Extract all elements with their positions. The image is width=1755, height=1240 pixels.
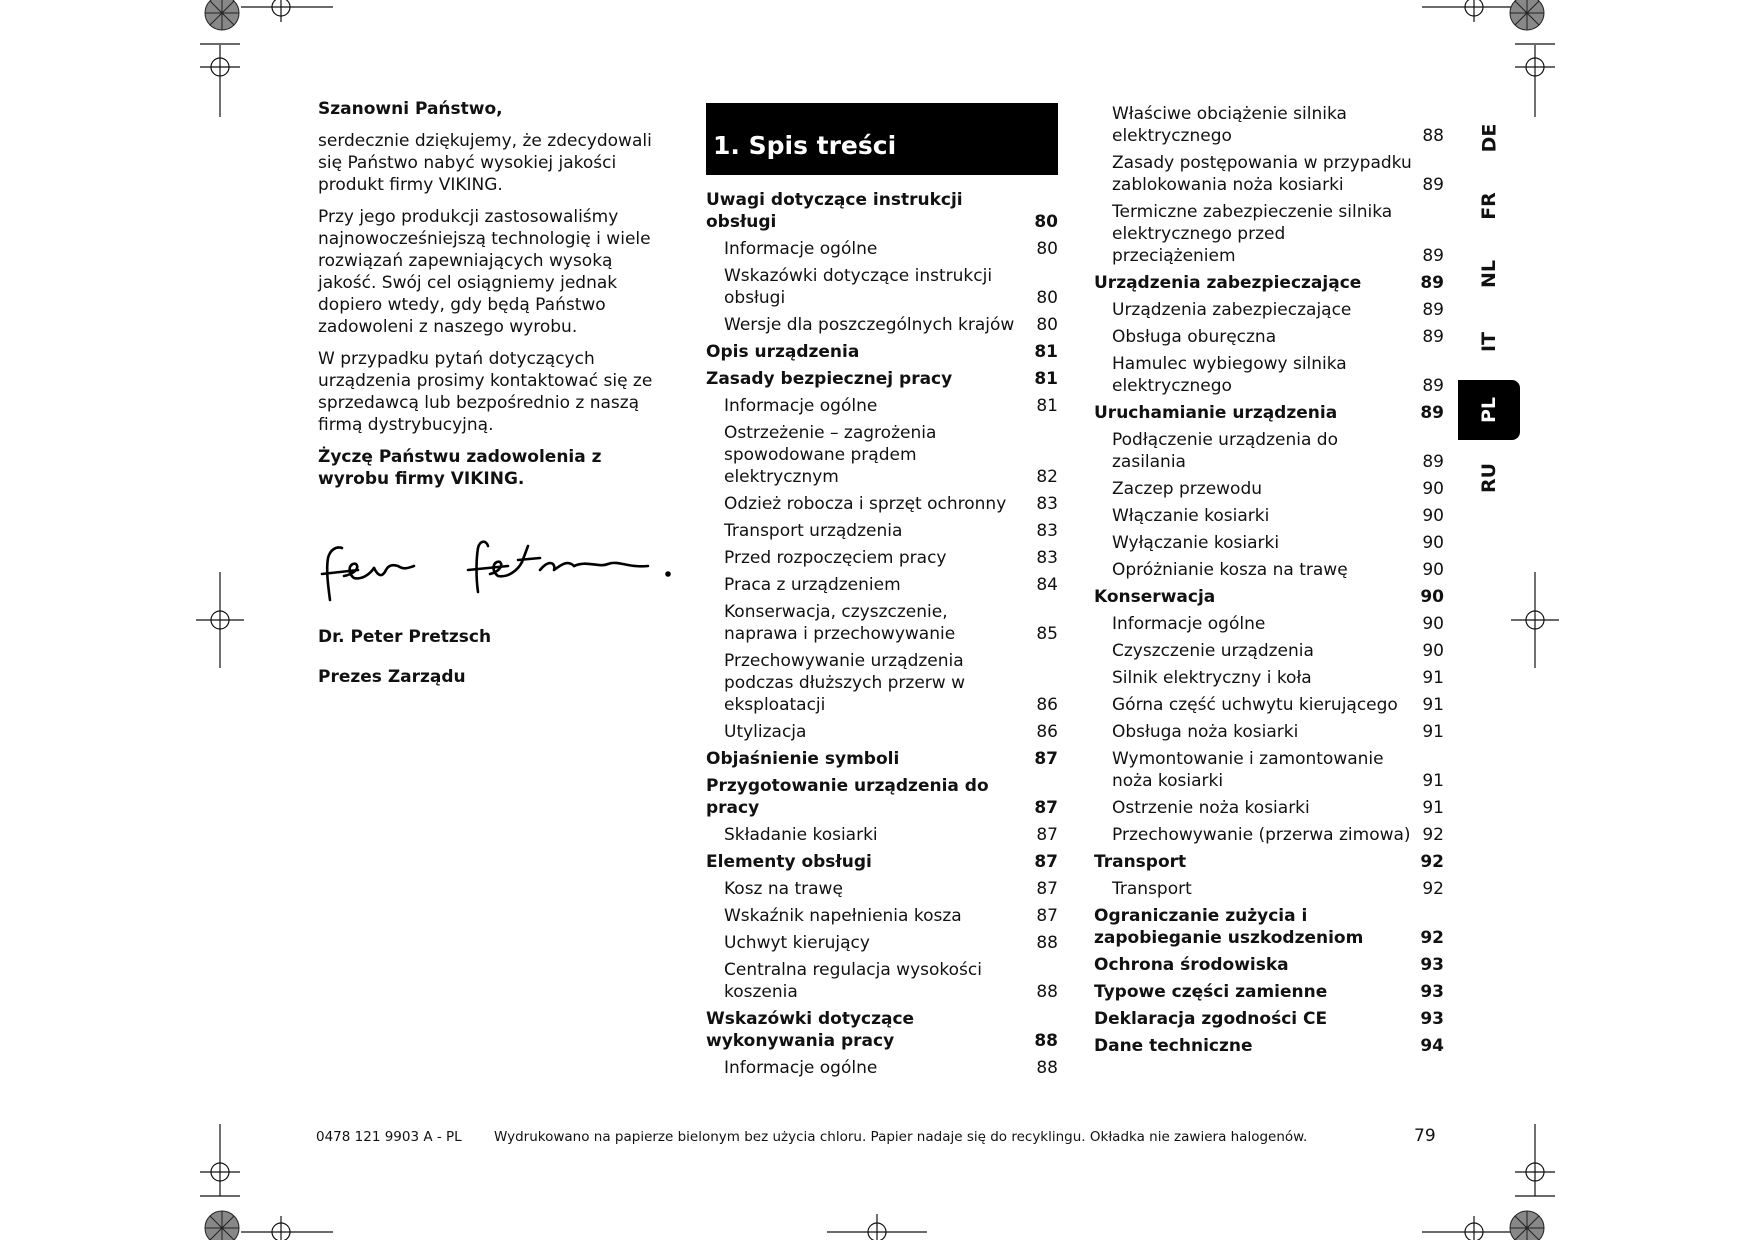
toc-entry — [1094, 667, 1444, 689]
toc-entry-page: 88 — [1422, 126, 1444, 146]
toc-entry-title: Przygotowanie urządzenia do pracy — [706, 776, 989, 818]
toc-entry-page: 90 — [1420, 587, 1444, 607]
toc-entry — [706, 1008, 1058, 1052]
toc-entry — [1094, 532, 1444, 554]
toc-entry-page: 80 — [1036, 315, 1058, 335]
toc-entry — [1094, 954, 1444, 976]
toc-entry-page: 90 — [1422, 506, 1444, 526]
toc-entry-page: 92 — [1420, 852, 1444, 872]
toc-entry-title: Wymontowanie i zamontowanie noża kosiarki — [1112, 749, 1384, 791]
toc-list — [706, 189, 1058, 1079]
toc-entry-page: 88 — [1036, 982, 1058, 1002]
toc-entry-title: Centralna regulacja wysokości koszenia — [724, 960, 982, 1002]
toc-entry — [706, 314, 1058, 336]
toc-entry-title: Informacje ogólne — [724, 1058, 878, 1078]
toc-entry-title: Przed rozpoczęciem pracy — [724, 548, 947, 568]
toc-entry — [1094, 694, 1444, 716]
toc-entry-page: 89 — [1422, 246, 1444, 266]
letter-closing: Życzę Państwu zadowolenia z wyrobu firmy VIKING. — [318, 447, 602, 489]
toc-entry-title: Informacje ogólne — [1112, 614, 1266, 634]
toc-entry-page: 90 — [1422, 533, 1444, 553]
language-tab-de — [1458, 104, 1520, 172]
toc-entry-page: 89 — [1422, 452, 1444, 472]
toc-entry — [706, 1057, 1058, 1079]
toc-entry-title: Praca z urządzeniem — [724, 575, 901, 595]
toc-entry — [1094, 429, 1444, 473]
toc-entry-page: 90 — [1422, 614, 1444, 634]
toc-entry-page: 84 — [1036, 575, 1058, 595]
toc-entry-title: Kosz na trawę — [724, 879, 843, 899]
toc-entry — [1094, 748, 1444, 792]
toc-entry — [706, 824, 1058, 846]
toc-entry-page: 91 — [1422, 798, 1444, 818]
toc-entry-title: Typowe części zamienne — [1094, 982, 1328, 1002]
toc-list — [1094, 103, 1444, 1057]
toc-entry — [1094, 981, 1444, 1003]
star-target-icon — [1510, 1211, 1544, 1240]
toc-entry-title: Objaśnienie symboli — [706, 749, 900, 769]
toc-entry-title: Wskazówki dotyczące wykonywania pracy — [706, 1009, 915, 1051]
toc-entry — [1094, 353, 1444, 397]
toc-entry — [1094, 402, 1444, 424]
toc-entry-title: Urządzenia zabezpieczające — [1094, 273, 1362, 293]
toc-entry — [1094, 152, 1444, 196]
toc-entry-page: 88 — [1036, 1058, 1058, 1078]
language-tab-label: IT — [1478, 331, 1500, 353]
toc-entry — [706, 905, 1058, 927]
toc-entry — [1094, 851, 1444, 873]
toc-entry-title: Opróżnianie kosza na trawę — [1112, 560, 1348, 580]
toc-entry-title: Podłączenie urządzenia do zasilania — [1112, 430, 1338, 472]
toc-entry-page: 93 — [1420, 955, 1444, 975]
toc-entry-page: 94 — [1420, 1036, 1444, 1056]
toc-entry-page: 86 — [1036, 695, 1058, 715]
toc-entry — [1094, 640, 1444, 662]
toc-entry-page: 90 — [1422, 560, 1444, 580]
toc-entry-page: 81 — [1034, 369, 1058, 389]
toc-entry — [706, 238, 1058, 260]
toc-entry-title: Transport urządzenia — [724, 521, 903, 541]
toc-entry-page: 89 — [1420, 403, 1444, 423]
toc-entry — [1094, 505, 1444, 527]
language-tab-label: DE — [1477, 123, 1500, 153]
signer-name: Dr. Peter Pretzsch — [318, 627, 492, 647]
toc-entry-page: 89 — [1422, 300, 1444, 320]
toc-entry-page: 83 — [1036, 521, 1058, 541]
toc-entry-page: 83 — [1036, 548, 1058, 568]
toc-entry-title: Składanie kosiarki — [724, 825, 878, 845]
paper-note: Wydrukowano na papierze bielonym bez użycia chloru. Papier nadaje się do recyklingu. Okładka nie zawiera halogenów. — [494, 1129, 1308, 1145]
toc-entry-title: Urządzenia zabezpieczające — [1112, 300, 1352, 320]
handwritten-signature — [318, 530, 678, 610]
crosshair-mark-icon — [196, 572, 244, 668]
toc-entry-page: 80 — [1036, 288, 1058, 308]
toc-entry-page: 82 — [1036, 467, 1058, 487]
star-target-icon — [1510, 0, 1544, 30]
toc-entry-title: Ostrzeżenie – zagrożenia spowodowane prądem elektrycznym — [724, 423, 937, 487]
toc-entry-page: 87 — [1036, 906, 1058, 926]
toc-entry — [706, 574, 1058, 596]
toc-entry — [706, 878, 1058, 900]
toc-entry — [706, 851, 1058, 873]
toc-entry — [706, 547, 1058, 569]
language-tab-nl — [1458, 240, 1520, 308]
toc-entry — [1094, 905, 1444, 949]
toc-entry — [1094, 559, 1444, 581]
toc-entry — [706, 775, 1058, 819]
language-tab-ru — [1458, 444, 1520, 512]
toc-entry-page: 89 — [1422, 175, 1444, 195]
toc-entry-page: 91 — [1422, 722, 1444, 742]
toc-entry — [706, 341, 1058, 363]
toc-entry-page: 87 — [1036, 879, 1058, 899]
page-number: 79 — [1414, 1126, 1436, 1146]
crosshair-mark-icon — [200, 1124, 240, 1196]
toc-entry-page: 81 — [1036, 396, 1058, 416]
toc-entry-page: 80 — [1036, 239, 1058, 259]
toc-entry-title: Utylizacja — [724, 722, 807, 742]
toc-entry — [706, 493, 1058, 515]
toc-entry-title: Właściwe obciążenie silnika elektrycznego — [1112, 104, 1347, 146]
toc-entry-page: 89 — [1420, 273, 1444, 293]
star-target-icon — [205, 1211, 239, 1240]
crosshair-mark-icon — [1515, 1124, 1555, 1196]
toc-entry-title: Górna część uchwytu kierującego — [1112, 695, 1398, 715]
toc-entry-title: Konserwacja — [1094, 587, 1216, 607]
toc-entry — [1094, 878, 1444, 900]
toc-entry-page: 91 — [1422, 668, 1444, 688]
toc-entry-title: Hamulec wybiegowy silnika elektrycznego — [1112, 354, 1347, 396]
toc-entry-title: Informacje ogólne — [724, 396, 878, 416]
toc-entry — [1094, 326, 1444, 348]
toc-entry-title: Zasady bezpiecznej pracy — [706, 369, 953, 389]
crosshair-mark-icon — [241, 0, 333, 22]
toc-entry-page: 92 — [1422, 825, 1444, 845]
crosshair-mark-icon — [1511, 572, 1559, 668]
toc-entry-title: Obsługa oburęczna — [1112, 327, 1277, 347]
crosshair-mark-icon — [241, 1216, 333, 1240]
toc-entry-title: Zaczep przewodu — [1112, 479, 1263, 499]
toc-entry — [706, 601, 1058, 645]
toc-entry — [1094, 478, 1444, 500]
signer-title: Prezes Zarządu — [318, 667, 466, 687]
language-tabs — [1458, 104, 1520, 512]
crosshair-mark-icon — [1422, 1216, 1514, 1240]
toc-entry — [706, 721, 1058, 743]
toc-entry-title: Wyłączanie kosiarki — [1112, 533, 1280, 553]
toc-entry — [706, 520, 1058, 542]
toc-entry-page: 86 — [1036, 722, 1058, 742]
toc-entry — [706, 265, 1058, 309]
toc-entry — [1094, 272, 1444, 294]
toc-entry — [706, 650, 1058, 716]
toc-entry-page: 80 — [1034, 212, 1058, 232]
toc-entry-page: 91 — [1422, 695, 1444, 715]
toc-entry-page: 92 — [1422, 879, 1444, 899]
language-tab-label: FR — [1477, 192, 1500, 220]
document-code: 0478 121 9903 A - PL — [316, 1129, 462, 1145]
toc-entry-title: Ochrona środowiska — [1094, 955, 1289, 975]
toc-entry — [1094, 103, 1444, 147]
toc-entry-title: Dane techniczne — [1094, 1036, 1253, 1056]
toc-entry-page: 91 — [1422, 771, 1444, 791]
star-target-icon — [205, 0, 239, 30]
toc-entry-title: Wskaźnik napełnienia kosza — [724, 906, 962, 926]
toc-entry-page: 87 — [1034, 852, 1058, 872]
toc-entry — [1094, 721, 1444, 743]
language-tab-pl — [1458, 380, 1520, 440]
toc-column-1 — [706, 103, 1058, 1084]
toc-entry-title: Silnik elektryczny i koła — [1112, 668, 1312, 688]
toc-entry-title: Przechowywanie urządzenia podczas dłuższych przerw w eksploatacji — [724, 651, 965, 715]
toc-entry-title: Deklaracja zgodności CE — [1094, 1009, 1328, 1029]
toc-entry-title: Opis urządzenia — [706, 342, 860, 362]
toc-entry-title: Transport — [1112, 879, 1192, 899]
toc-entry-page: 87 — [1034, 798, 1058, 818]
letter-paragraph: Przy jego produkcji zastosowaliśmy najnowocześniejszą technologię i wiele rozwiązań zapewniających wysoką jakość. Swój cel osiągniemy jednak dopiero wtedy, gdy będą Państwo zadowoleni z naszego wyrobu. — [318, 207, 651, 337]
letter-greeting: Szanowni Państwo, — [318, 99, 503, 119]
toc-entry-title: Obsługa noża kosiarki — [1112, 722, 1299, 742]
toc-entry-page: 93 — [1420, 982, 1444, 1002]
toc-entry — [706, 959, 1058, 1003]
toc-entry-title: Elementy obsługi — [706, 852, 872, 872]
toc-entry-title: Transport — [1094, 852, 1187, 872]
toc-entry-page: 88 — [1034, 1031, 1058, 1051]
toc-entry-title: Zasady postępowania w przypadku zablokowania noża kosiarki — [1112, 153, 1412, 195]
toc-entry-page: 81 — [1034, 342, 1058, 362]
toc-entry-title: Uchwyt kierujący — [724, 933, 870, 953]
toc-entry-title: Przechowywanie (przerwa zimowa) — [1112, 825, 1411, 845]
toc-entry-title: Wersje dla poszczególnych krajów — [724, 315, 1015, 335]
toc-entry-title: Konserwacja, czyszczenie, naprawa i przechowywanie — [724, 602, 956, 644]
toc-entry — [1094, 1008, 1444, 1030]
language-tab-label: PL — [1477, 396, 1500, 424]
toc-entry — [1094, 824, 1444, 846]
toc-entry — [706, 748, 1058, 770]
welcome-letter — [318, 98, 658, 698]
toc-entry-title: Ostrzenie noża kosiarki — [1112, 798, 1310, 818]
toc-entry-title: Odzież robocza i sprzęt ochronny — [724, 494, 1007, 514]
toc-entry-page: 90 — [1422, 641, 1444, 661]
language-tab-label: NL — [1477, 259, 1500, 289]
toc-entry — [1094, 201, 1444, 267]
toc-entry-title: Ograniczanie zużycia i zapobieganie uszkodzeniom — [1094, 906, 1364, 948]
language-tab-label: RU — [1478, 462, 1500, 494]
toc-entry — [1094, 1035, 1444, 1057]
crosshair-mark-icon — [1422, 0, 1514, 22]
toc-heading: 1. Spis treści — [706, 103, 1058, 175]
language-tab-fr — [1458, 172, 1520, 240]
language-tab-it — [1458, 308, 1520, 376]
toc-entry — [1094, 586, 1444, 608]
toc-entry-page: 90 — [1422, 479, 1444, 499]
toc-entry-title: Włączanie kosiarki — [1112, 506, 1270, 526]
toc-entry-page: 93 — [1420, 1009, 1444, 1029]
toc-entry-page: 87 — [1034, 749, 1058, 769]
toc-entry — [706, 395, 1058, 417]
toc-entry-page: 92 — [1420, 928, 1444, 948]
toc-entry — [1094, 299, 1444, 321]
toc-entry-title: Uwagi dotyczące instrukcji obsługi — [706, 190, 963, 232]
crosshair-mark-icon — [200, 44, 240, 117]
toc-entry-title: Czyszczenie urządzenia — [1112, 641, 1314, 661]
toc-column-2 — [1094, 103, 1444, 1062]
toc-entry — [706, 189, 1058, 233]
letter-paragraph: serdecznie dziękujemy, że zdecydowali się Państwo nabyć wysokiej jakości produkt firmy VIKING. — [318, 131, 652, 195]
toc-entry-title: Wskazówki dotyczące instrukcji obsługi — [724, 266, 993, 308]
toc-entry-page: 88 — [1036, 933, 1058, 953]
toc-entry-title: Termiczne zabezpieczenie silnika elektrycznego przed przeciążeniem — [1112, 202, 1393, 266]
toc-entry-page: 83 — [1036, 494, 1058, 514]
toc-entry-title: Informacje ogólne — [724, 239, 878, 259]
crosshair-mark-icon — [1515, 44, 1555, 117]
toc-entry-title: Uruchamianie urządzenia — [1094, 403, 1338, 423]
toc-entry — [706, 422, 1058, 488]
toc-entry-page: 89 — [1422, 376, 1444, 396]
toc-entry-page: 85 — [1036, 624, 1058, 644]
toc-entry — [706, 368, 1058, 390]
toc-entry-page: 89 — [1422, 327, 1444, 347]
toc-entry — [1094, 797, 1444, 819]
letter-paragraph: W przypadku pytań dotyczących urządzenia prosimy kontaktować się ze sprzedawcą lub bezpośrednio z naszą firmą dystrybucyjną. — [318, 349, 653, 435]
toc-entry — [706, 932, 1058, 954]
toc-entry — [1094, 613, 1444, 635]
crosshair-mark-icon — [827, 1214, 927, 1240]
toc-entry-page: 87 — [1036, 825, 1058, 845]
